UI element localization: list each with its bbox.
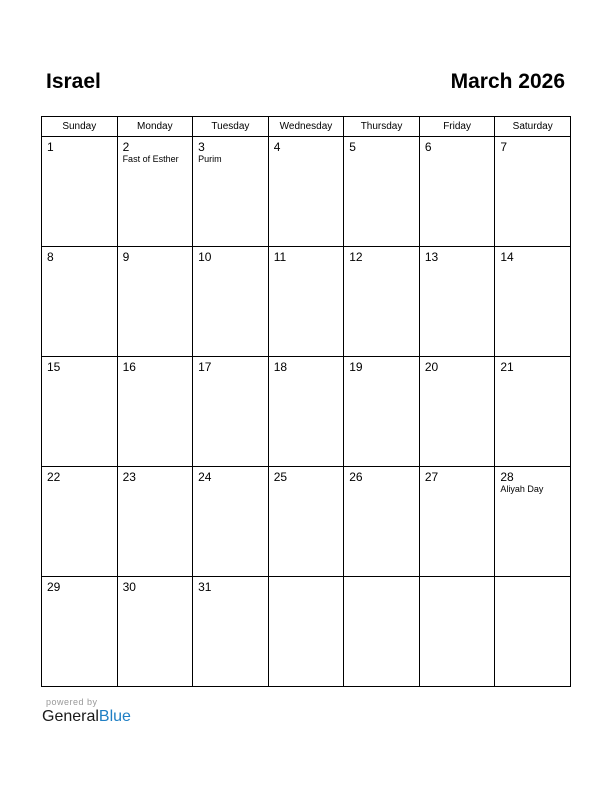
weekday-tuesday: Tuesday — [193, 117, 269, 137]
day-number: 15 — [47, 360, 61, 374]
day-cell — [42, 357, 118, 467]
weekday-wednesday: Wednesday — [268, 117, 344, 137]
day-cell — [419, 357, 495, 467]
day-number: 24 — [198, 470, 212, 484]
weekday-header-row — [42, 117, 571, 137]
powered-by-label: powered by — [46, 697, 98, 707]
day-cell — [117, 467, 193, 577]
day-number: 3 — [198, 140, 205, 154]
day-number: 23 — [122, 470, 136, 484]
day-number: 26 — [349, 470, 363, 484]
day-number: 4 — [273, 140, 281, 154]
day-cell — [42, 137, 118, 247]
day-number: 31 — [198, 580, 212, 594]
week-row — [42, 577, 571, 687]
day-cell — [193, 357, 269, 467]
day-number: 30 — [122, 580, 136, 594]
day-cell — [117, 357, 193, 467]
day-cell — [495, 137, 571, 247]
day-cell — [419, 577, 495, 687]
week-row — [42, 247, 571, 357]
day-number: 13 — [424, 250, 439, 264]
day-cell — [193, 577, 269, 687]
weekday-thursday: Thursday — [344, 117, 420, 137]
day-cell — [117, 247, 193, 357]
day-number: 7 — [500, 140, 508, 154]
day-cell — [495, 467, 571, 577]
day-number: 20 — [424, 360, 439, 374]
week-row — [42, 357, 571, 467]
day-cell — [193, 137, 269, 247]
day-cell — [42, 467, 118, 577]
day-cell — [268, 247, 344, 357]
day-number: 25 — [273, 470, 288, 484]
day-cell — [268, 357, 344, 467]
day-number: 11 — [273, 250, 287, 264]
holiday-label: Aliyah Day — [500, 484, 544, 494]
calendar-grid — [41, 116, 571, 687]
weekday-saturday: Saturday — [495, 117, 571, 137]
holiday-label: Purim — [198, 154, 222, 164]
day-cell — [495, 247, 571, 357]
weekday-friday: Friday — [419, 117, 495, 137]
day-number: 27 — [424, 470, 439, 484]
day-number: 18 — [273, 360, 288, 374]
day-number: 12 — [349, 250, 363, 264]
day-cell — [344, 577, 420, 687]
day-number: 8 — [47, 250, 54, 264]
month-title: March 2026 — [450, 70, 565, 93]
day-cell — [419, 467, 495, 577]
day-cell — [193, 467, 269, 577]
day-cell — [344, 137, 420, 247]
day-cell — [268, 467, 344, 577]
day-number: 19 — [349, 360, 363, 374]
day-number: 9 — [122, 250, 130, 264]
generalblue-logo — [42, 708, 131, 726]
day-cell — [344, 247, 420, 357]
day-cell — [344, 467, 420, 577]
brand-blue: Blue — [98, 708, 131, 725]
day-number: 5 — [349, 140, 356, 154]
day-cell — [42, 577, 118, 687]
day-number: 17 — [198, 360, 212, 374]
week-row — [42, 137, 571, 247]
day-cell — [419, 137, 495, 247]
brand-general: General — [42, 708, 99, 725]
day-number: 16 — [122, 360, 136, 374]
day-number: 22 — [47, 470, 61, 484]
day-cell — [42, 247, 118, 357]
day-cell — [495, 357, 571, 467]
day-number: 1 — [47, 140, 54, 154]
day-cell — [495, 577, 571, 687]
day-number: 21 — [500, 360, 514, 374]
weekday-monday: Monday — [117, 117, 193, 137]
country-title: Israel — [46, 70, 101, 93]
day-cell — [268, 137, 344, 247]
day-number: 29 — [47, 580, 61, 594]
day-number: 10 — [198, 250, 212, 264]
day-number: 2 — [122, 140, 130, 154]
day-number: 28 — [500, 470, 514, 484]
holiday-label: Fast of Esther — [122, 154, 179, 164]
day-number: 6 — [424, 140, 432, 154]
day-cell — [344, 357, 420, 467]
week-row — [42, 467, 571, 577]
day-number: 14 — [500, 250, 514, 264]
day-cell — [117, 137, 193, 247]
weekday-sunday: Sunday — [42, 117, 118, 137]
day-cell — [193, 247, 269, 357]
day-cell — [419, 247, 495, 357]
day-cell — [268, 577, 344, 687]
day-cell — [117, 577, 193, 687]
